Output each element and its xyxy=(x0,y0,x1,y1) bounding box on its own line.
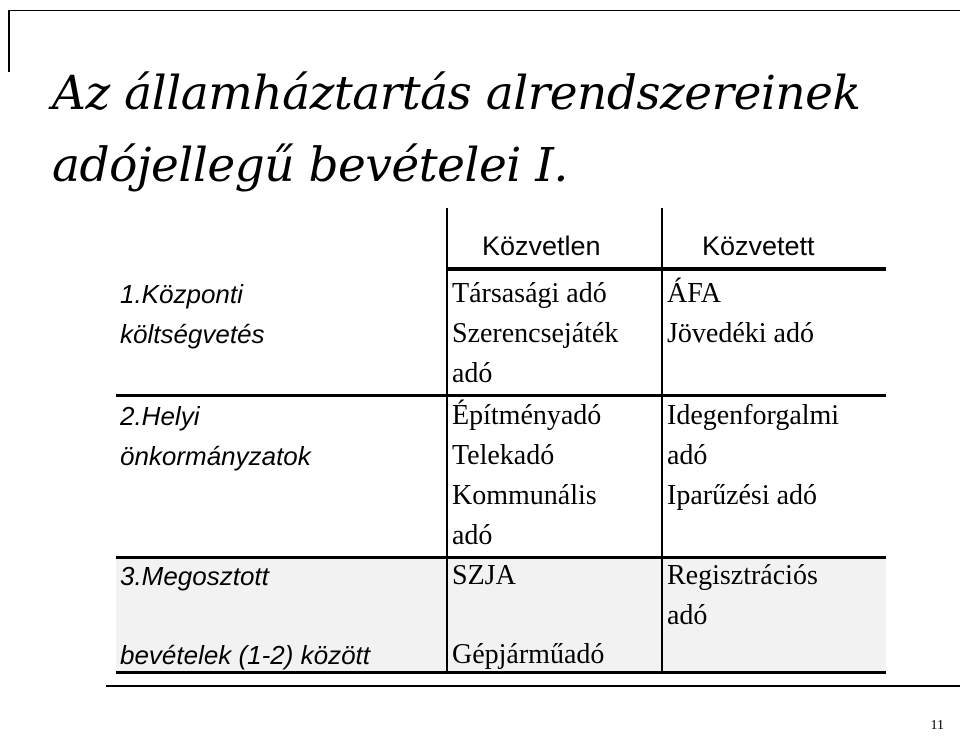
column-divider-left xyxy=(446,208,448,674)
row-3-label-line-2: bevételek (1-2) között xyxy=(120,640,371,670)
row-1-direct-line-2: Szerencsejáték xyxy=(452,318,619,349)
row-3-direct-line-1: SZJA xyxy=(452,560,516,591)
row-2-direct-line-1: Építményadó xyxy=(452,400,602,431)
row-2-indirect-line-3: Iparűzési adó xyxy=(667,480,818,511)
row-3-indirect-line-1: Regisztrációs xyxy=(667,560,818,591)
row-1-label-line-2: költségvetés xyxy=(120,319,265,349)
row-1-direct-line-1: Társasági adó xyxy=(452,278,607,309)
column-divider-right xyxy=(661,208,663,674)
row-2-direct-line-4: adó xyxy=(452,520,493,551)
row-2-direct-line-3: Kommunális xyxy=(452,480,597,511)
header-indirect: Közvetett xyxy=(702,231,815,261)
row-3-indirect-line-2: adó xyxy=(667,600,708,631)
row-1-direct-line-3: adó xyxy=(452,358,493,389)
row-2-label-line-1: 2.Helyi xyxy=(120,401,200,431)
slide-bottom-rule xyxy=(106,685,960,687)
row-2-direct-line-2: Telekadó xyxy=(452,440,555,471)
row-1-label-line-1: 1.Központi xyxy=(120,279,243,309)
row-3-label-line-1: 3.Megosztott xyxy=(120,561,269,591)
row-1-indirect-line-1: ÁFA xyxy=(667,278,721,309)
slide-title-line-2: adójellegű bevételei I. xyxy=(52,138,568,193)
row-3-direct-line-2: Gépjárműadó xyxy=(452,639,605,670)
row-2-indirect-line-2: adó xyxy=(667,440,708,471)
row-1-indirect-line-2: Jövedéki adó xyxy=(667,318,814,349)
header-direct: Közvetlen xyxy=(482,231,601,261)
row-2-label-line-2: önkormányzatok xyxy=(120,441,311,471)
slide-title-line-1: Az államháztartás alrendszereinek xyxy=(52,66,861,121)
page-number: 11 xyxy=(930,718,944,733)
header-rule xyxy=(446,267,886,271)
row-2-indirect-line-1: Idegenforgalmi xyxy=(667,400,840,431)
